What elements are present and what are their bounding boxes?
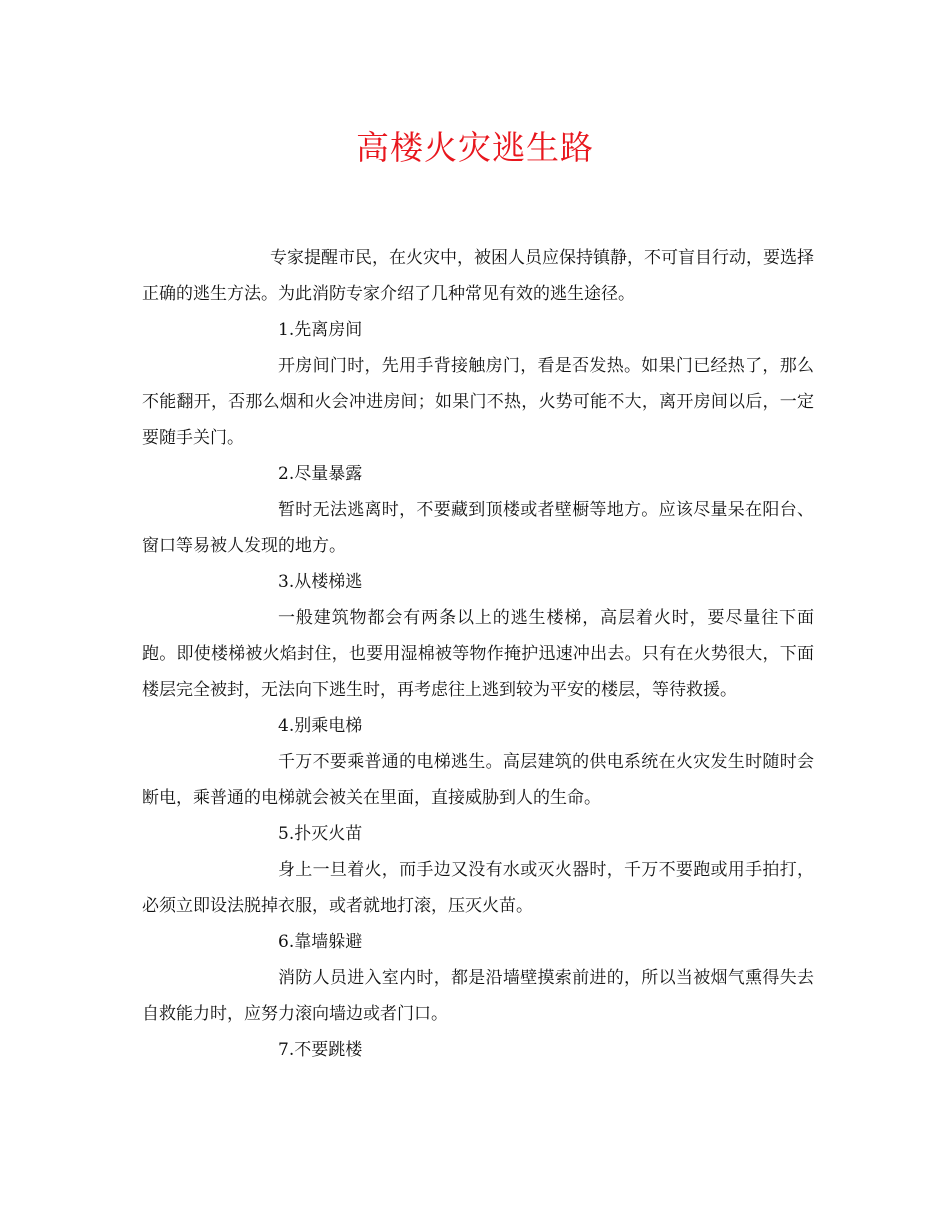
section-heading-5: 5.扑灭火苗 xyxy=(278,824,363,844)
section-heading-2: 2.尽量暴露 xyxy=(278,464,363,484)
section-body-3: 一般建筑物都会有两条以上的逃生楼梯，高层着火时，要尽量往下面跑。即使楼梯被火焰封住，也要用湿棉被等物作掩护迅速冲出去。只有在火势很大，下面楼层完全被封，无法向下逃生时，再考虑往上逃到较为平安的楼层，等待救援。 xyxy=(142,608,814,700)
section-body-1: 开房间门时，先用手背接触房门，看是否发热。如果门已经热了，那么不能翻开，否那么烟和火会冲进房间；如果门不热，火势可能不大，离开房间以后，一定要随手关门。 xyxy=(142,356,814,448)
document-body xyxy=(142,240,814,1068)
section-heading-7: 7.不要跳楼 xyxy=(278,1040,363,1060)
section-heading-6: 6.靠墙躲避 xyxy=(278,932,363,952)
intro-paragraph: 专家提醒市民，在火灾中，被困人员应保持镇静，不可盲目行动，要选择正确的逃生方法。为此消防专家介绍了几种常见有效的逃生途径。 xyxy=(142,248,814,304)
section-heading-1: 1.先离房间 xyxy=(278,320,363,340)
section-heading-3: 3.从楼梯逃 xyxy=(278,572,363,592)
section-body-4: 千万不要乘普通的电梯逃生。高层建筑的供电系统在火灾发生时随时会断电，乘普通的电梯就会被关在里面，直接威胁到人的生命。 xyxy=(142,752,814,808)
section-body-5: 身上一旦着火，而手边又没有水或灭火器时，千万不要跑或用手拍打，必须立即设法脱掉衣服，或者就地打滚，压灭火苗。 xyxy=(142,860,814,916)
page-title: 高楼火灾逃生路 xyxy=(356,128,594,167)
section-body-6: 消防人员进入室内时，都是沿墙壁摸索前进的，所以当被烟气熏得失去自救能力时，应努力滚向墙边或者门口。 xyxy=(142,968,814,1024)
section-body-2: 暂时无法逃离时，不要藏到顶楼或者壁橱等地方。应该尽量呆在阳台、窗口等易被人发现的地方。 xyxy=(142,500,814,556)
section-heading-4: 4.别乘电梯 xyxy=(278,716,363,736)
